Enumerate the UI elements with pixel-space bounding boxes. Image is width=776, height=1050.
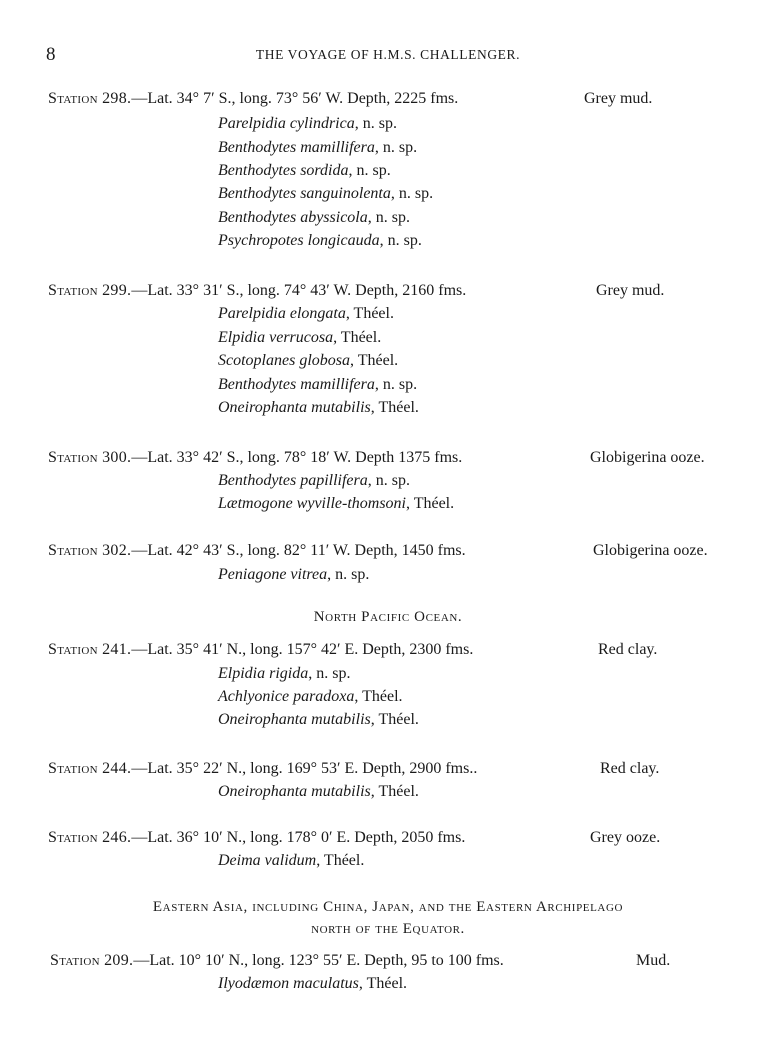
species-name: Oneirophanta mutabilis bbox=[218, 783, 371, 800]
species-entry bbox=[218, 352, 398, 370]
section-heading: Eastern Asia, including China, Japan, and the Eastern Archipelago bbox=[152, 899, 624, 915]
station-line bbox=[48, 760, 477, 778]
species-name: Peniagone vitrea bbox=[218, 566, 328, 583]
species-authority: , n. sp. bbox=[308, 665, 351, 682]
species-entry bbox=[218, 688, 403, 706]
species-authority: , n. sp. bbox=[367, 472, 410, 489]
species-entry bbox=[218, 376, 417, 394]
station-deposit: Red clay. bbox=[598, 641, 658, 658]
page-header bbox=[0, 44, 776, 68]
species-entry bbox=[218, 305, 394, 323]
station-label: Station 209. bbox=[50, 952, 134, 969]
species-name: Benthodytes sanguinolenta bbox=[218, 185, 391, 202]
station-line bbox=[48, 282, 466, 300]
species-authority: , Théel. bbox=[345, 305, 394, 322]
species-name: Benthodytes sordida bbox=[218, 162, 349, 179]
species-authority: , n. sp. bbox=[374, 376, 418, 393]
species-name: Oneirophanta mutabilis bbox=[218, 711, 371, 728]
station-line bbox=[48, 449, 462, 467]
station-deposit: Grey mud. bbox=[596, 282, 665, 299]
station-deposit: Red clay. bbox=[600, 760, 660, 777]
species-name: Parelpidia cylindrica bbox=[218, 115, 355, 132]
species-name: Benthodytes mamillifera bbox=[218, 376, 375, 393]
station-label: Station 241. bbox=[48, 641, 132, 658]
station-details: —Lat. 42° 43′ S., long. 82° 11′ W. Depth, 1450 fms. bbox=[131, 542, 466, 559]
species-name: Benthodytes abyssicola bbox=[218, 209, 368, 226]
species-entry bbox=[218, 209, 410, 227]
species-name: Psychropotes longicauda bbox=[218, 232, 380, 249]
species-authority: , n. sp. bbox=[374, 139, 418, 156]
species-entry bbox=[218, 975, 407, 993]
species-entry bbox=[218, 665, 350, 683]
station-line bbox=[48, 641, 473, 659]
species-name: Deima validum bbox=[218, 852, 317, 869]
station-deposit: Globigerina ooze. bbox=[593, 542, 708, 559]
station-line bbox=[48, 829, 465, 847]
station-details: —Lat. 35° 22′ N., long. 169° 53′ E. Depth, 2900 fms.. bbox=[131, 760, 478, 777]
species-name: Achlyonice paradoxa bbox=[218, 688, 355, 705]
species-authority: , n. sp. bbox=[379, 232, 422, 249]
station-line bbox=[48, 542, 466, 560]
species-entry bbox=[218, 783, 419, 801]
species-authority: , Théel. bbox=[316, 852, 365, 869]
station-line bbox=[48, 90, 458, 108]
species-authority: , n. sp. bbox=[354, 115, 397, 132]
species-entry bbox=[218, 852, 364, 870]
station-details: —Lat. 36° 10′ N., long. 178° 0′ E. Depth, 2050 fms. bbox=[131, 829, 466, 846]
species-name: Oneirophanta mutabilis bbox=[218, 399, 371, 416]
species-authority: , n. sp. bbox=[390, 185, 434, 202]
section-heading-continued: north of the Equator. bbox=[311, 921, 465, 937]
section-heading: North Pacific Ocean. bbox=[313, 609, 463, 625]
station-line bbox=[50, 952, 504, 970]
station-label: Station 246. bbox=[48, 829, 132, 846]
species-name: Elpidia verrucosa bbox=[218, 329, 334, 346]
page-number: 8 bbox=[46, 44, 56, 65]
species-entry bbox=[218, 185, 433, 203]
species-entry bbox=[218, 115, 397, 133]
species-authority: , n. sp. bbox=[348, 162, 391, 179]
species-name: Parelpidia elongata bbox=[218, 305, 346, 322]
species-name: Benthodytes mamillifera bbox=[218, 139, 375, 156]
species-authority: , Théel. bbox=[333, 329, 382, 346]
species-authority: , Théel. bbox=[370, 783, 419, 800]
species-authority: , Théel. bbox=[350, 352, 399, 369]
station-details: —Lat. 35° 41′ N., long. 157° 42′ E. Depth, 2300 fms. bbox=[131, 641, 474, 658]
species-authority: , Théel. bbox=[354, 688, 403, 705]
species-name: Ilyodæmon maculatus bbox=[218, 975, 359, 992]
species-entry bbox=[218, 162, 391, 180]
station-deposit: Mud. bbox=[636, 952, 671, 969]
species-name: Scotoplanes globosa bbox=[218, 352, 350, 369]
station-label: Station 244. bbox=[48, 760, 132, 777]
station-details: —Lat. 10° 10′ N., long. 123° 55′ E. Depth, 95 to 100 fms. bbox=[133, 952, 504, 969]
species-authority: , n. sp. bbox=[367, 209, 410, 226]
species-entry bbox=[218, 139, 417, 157]
station-deposit: Grey ooze. bbox=[590, 829, 661, 846]
species-entry bbox=[218, 232, 422, 250]
species-authority: , Théel. bbox=[370, 399, 419, 416]
species-authority: , Théel. bbox=[405, 495, 455, 512]
species-name: Benthodytes papillifera bbox=[218, 472, 368, 489]
species-authority: , Théel. bbox=[370, 711, 419, 728]
species-authority: , n. sp. bbox=[327, 566, 370, 583]
station-label: Station 300. bbox=[48, 449, 132, 466]
species-entry bbox=[218, 495, 454, 513]
station-details: —Lat. 33° 31′ S., long. 74° 43′ W. Depth, 2160 fms. bbox=[131, 282, 467, 299]
species-name: Elpidia rigida bbox=[218, 665, 309, 682]
station-deposit: Globigerina ooze. bbox=[590, 449, 705, 466]
station-details: —Lat. 33° 42′ S., long. 78° 18′ W. Depth 1375 fms. bbox=[131, 449, 463, 466]
species-entry bbox=[218, 472, 410, 490]
species-entry bbox=[218, 399, 419, 417]
station-label: Station 302. bbox=[48, 542, 132, 559]
station-label: Station 299. bbox=[48, 282, 132, 299]
species-authority: , Théel. bbox=[358, 975, 408, 992]
species-entry bbox=[218, 711, 419, 729]
running-head: THE VOYAGE OF H.M.S. CHALLENGER. bbox=[255, 47, 521, 62]
species-entry bbox=[218, 329, 381, 347]
station-details: —Lat. 34° 7′ S., long. 73° 56′ W. Depth, 2225 fms. bbox=[131, 90, 459, 107]
station-deposit: Grey mud. bbox=[584, 90, 653, 107]
species-name: Lætmogone wyville-thomsoni bbox=[218, 495, 406, 512]
species-entry bbox=[218, 566, 369, 584]
station-label: Station 298. bbox=[48, 90, 132, 107]
